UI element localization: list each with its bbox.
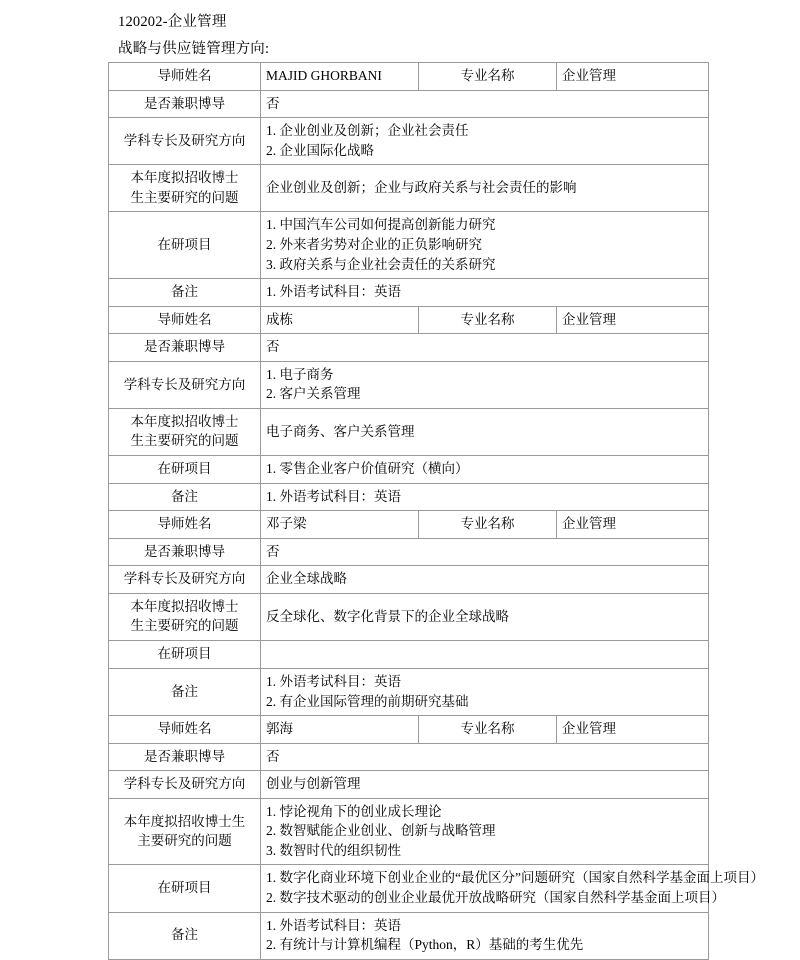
label-this-year-topic: 本年度拟招收博士 生主要研究的问题 — [109, 408, 261, 455]
remark-line: 2. 有统计与计算机编程（Python，R）基础的考生优先 — [266, 937, 584, 953]
label-advisor-name: 导师姓名 — [109, 63, 261, 91]
value-ongoing-projects — [261, 212, 709, 279]
label-ongoing-projects: 在研项目 — [109, 640, 261, 668]
advisor-table — [108, 62, 764, 960]
label-this-year-topic: 本年度拟招收博士生 主要研究的问题 — [109, 798, 261, 865]
value-part-time: 否 — [261, 334, 709, 362]
label-specialty: 学科专长及研究方向 — [109, 771, 261, 799]
specialty-line: 1. 电子商务 — [266, 366, 334, 382]
page-title: 120202-企业管理 — [118, 14, 227, 30]
label-this-year-topic: 本年度拟招收博士 生主要研究的问题 — [109, 593, 261, 640]
label-advisor-name: 导师姓名 — [109, 306, 261, 334]
table-row — [109, 456, 709, 484]
value-remarks — [261, 668, 709, 715]
value-this-year-topic — [261, 798, 709, 865]
specialty-line: 1. 企业创业及创新；企业社会责任 — [266, 123, 469, 139]
table-row — [109, 212, 709, 279]
value-advisor-name: 邓子梁 — [261, 511, 419, 539]
remark-line: 1. 外语考试科目：英语 — [266, 917, 401, 933]
topic-line: 2. 数智赋能企业创业、创新与战略管理 — [266, 823, 496, 839]
value-specialty — [261, 118, 709, 165]
table-row — [109, 279, 709, 307]
specialty-line: 2. 企业国际化战略 — [266, 142, 374, 158]
value-part-time: 否 — [261, 90, 709, 118]
label-major-name: 专业名称 — [419, 63, 557, 91]
label-ongoing-projects: 在研项目 — [109, 212, 261, 279]
label-advisor-name: 导师姓名 — [109, 716, 261, 744]
table-row — [109, 640, 709, 668]
label-major-name: 专业名称 — [419, 306, 557, 334]
value-major-name: 企业管理 — [557, 716, 709, 744]
label-part-time: 是否兼职博导 — [109, 538, 261, 566]
remark-line: 2. 有企业国际管理的前期研究基础 — [266, 693, 469, 709]
label-remarks: 备注 — [109, 668, 261, 715]
label-specialty: 学科专长及研究方向 — [109, 118, 261, 165]
topic-line: 3. 数智时代的组织韧性 — [266, 842, 401, 858]
project-line: 3. 政府关系与企业社会责任的关系研究 — [266, 256, 496, 272]
table-row — [109, 90, 709, 118]
value-major-name: 企业管理 — [557, 511, 709, 539]
value-ongoing-projects — [261, 865, 764, 912]
label-specialty: 学科专长及研究方向 — [109, 566, 261, 594]
label-advisor-name: 导师姓名 — [109, 511, 261, 539]
table-row — [109, 63, 709, 91]
table-row — [109, 593, 709, 640]
value-major-name: 企业管理 — [557, 63, 709, 91]
value-remarks: 1. 外语考试科目：英语 — [261, 279, 709, 307]
table-row — [109, 306, 709, 334]
table-row — [109, 668, 709, 715]
label-ongoing-projects: 在研项目 — [109, 865, 261, 912]
label-major-name: 专业名称 — [419, 511, 557, 539]
table-row — [109, 865, 709, 912]
project-line: 2. 外来者劣势对企业的正负影响研究 — [266, 236, 482, 252]
value-advisor-name: 成栋 — [261, 306, 419, 334]
table-row — [109, 912, 709, 959]
label-major-name: 专业名称 — [419, 716, 557, 744]
label-part-time: 是否兼职博导 — [109, 743, 261, 771]
value-ongoing-projects: 1. 零售企业客户价值研究（横向） — [261, 456, 709, 484]
label-remarks: 备注 — [109, 279, 261, 307]
value-this-year-topic: 电子商务、客户关系管理 — [261, 408, 709, 455]
table-row — [109, 118, 709, 165]
value-remarks — [261, 912, 709, 959]
table-row — [109, 716, 709, 744]
label-ongoing-projects: 在研项目 — [109, 456, 261, 484]
value-ongoing-projects — [261, 640, 709, 668]
value-advisor-name: 郭海 — [261, 716, 419, 744]
table-row — [109, 361, 709, 408]
value-part-time: 否 — [261, 538, 709, 566]
table-row — [109, 334, 709, 362]
value-major-name: 企业管理 — [557, 306, 709, 334]
table-row — [109, 511, 709, 539]
table-row — [109, 566, 709, 594]
value-advisor-name: MAJID GHORBANI — [261, 63, 419, 91]
project-line: 2. 数字技术驱动的创业企业最优开放战略研究（国家自然科学基金面上项目） — [266, 890, 725, 905]
label-remarks: 备注 — [109, 483, 261, 511]
table-row — [109, 165, 709, 212]
label-part-time: 是否兼职博导 — [109, 90, 261, 118]
table-row — [109, 538, 709, 566]
table-row — [109, 408, 709, 455]
project-line: 1. 中国汽车公司如何提高创新能力研究 — [266, 217, 496, 233]
specialty-line: 2. 客户关系管理 — [266, 386, 361, 402]
topic-line: 1. 悖论视角下的创业成长理论 — [266, 803, 442, 819]
value-specialty — [261, 361, 709, 408]
table-row — [109, 771, 709, 799]
value-remarks: 1. 外语考试科目：英语 — [261, 483, 709, 511]
remark-line: 1. 外语考试科目：英语 — [266, 673, 401, 689]
label-this-year-topic: 本年度拟招收博士 生主要研究的问题 — [109, 165, 261, 212]
value-this-year-topic: 企业创业及创新；企业与政府关系与社会责任的影响 — [261, 165, 709, 212]
table-row — [109, 798, 709, 865]
value-specialty: 创业与创新管理 — [261, 771, 709, 799]
value-specialty: 企业全球战略 — [261, 566, 709, 594]
label-remarks: 备注 — [109, 912, 261, 959]
label-part-time: 是否兼职博导 — [109, 334, 261, 362]
table-row — [109, 483, 709, 511]
value-this-year-topic: 反全球化、数字化背景下的企业全球战略 — [261, 593, 709, 640]
label-specialty: 学科专长及研究方向 — [109, 361, 261, 408]
table-row — [109, 743, 709, 771]
section-title: 战略与供应链管理方向: — [118, 41, 270, 57]
value-part-time: 否 — [261, 743, 709, 771]
project-line: 1. 数字化商业环境下创业企业的“最优区分”问题研究（国家自然科学基金面上项目） — [266, 870, 764, 886]
